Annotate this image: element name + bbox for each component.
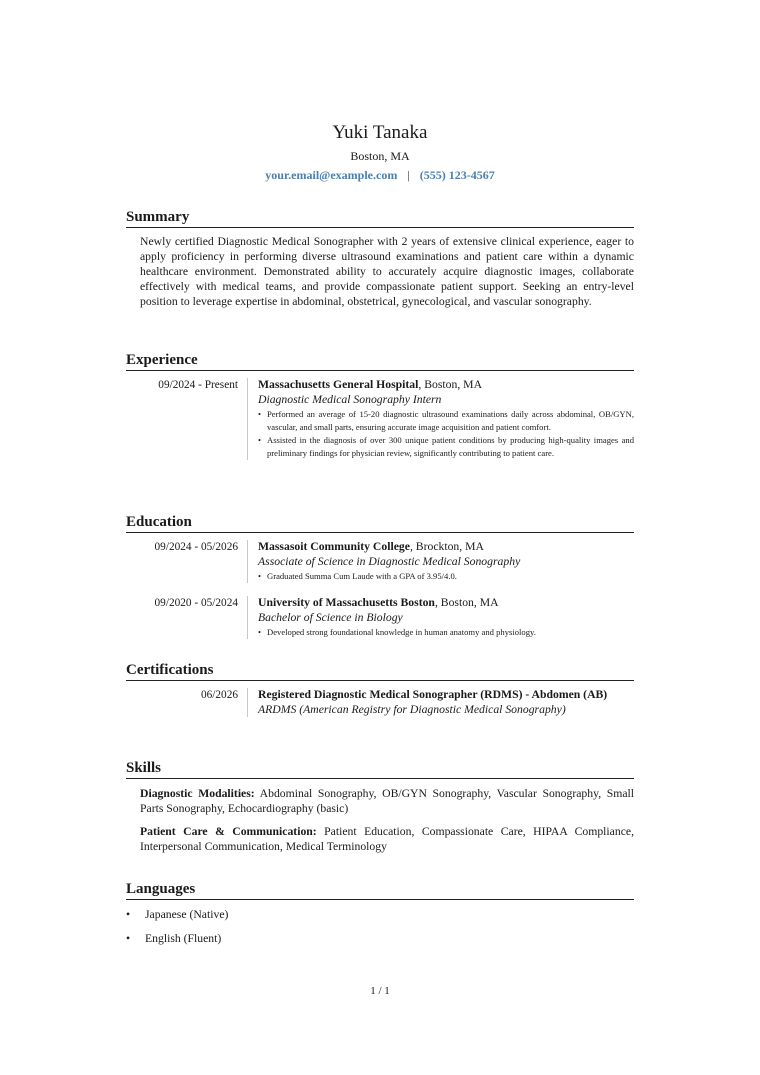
candidate-location: Boston, MA <box>350 149 410 163</box>
skill-label: Patient Care & Communication: <box>140 825 317 838</box>
list-item: • Graduated Summa Cum Laude with a GPA of 3.95/4.0. <box>258 570 634 583</box>
bullet-icon: • <box>126 908 131 921</box>
certifications-section <box>126 661 634 717</box>
entry-date: 06/2026 <box>200 689 238 701</box>
candidate-name: Yuki Tanaka <box>332 122 428 143</box>
entry-location: , Boston, MA <box>434 596 499 609</box>
languages-section <box>126 880 634 946</box>
skill-value: Abdominal Sonography, OB/GYN Sonography, Vascular Sonography, Small Parts Sonography, Echocardiography (basic) <box>140 787 634 815</box>
section-title-education: Education <box>126 513 634 533</box>
education-section <box>126 513 634 639</box>
entry-date: 09/2020 - 05/2024 <box>154 597 238 609</box>
certification-issuer: ARDMS (American Registry for Diagnostic Medical Sonography) <box>258 703 566 716</box>
entry-degree: Associate of Science in Diagnostic Medical Sonography <box>258 555 521 568</box>
entry-date: 09/2024 - Present <box>158 379 238 391</box>
certification-name: Registered Diagnostic Medical Sonographer (RDMS) - Abdomen (AB) <box>258 688 608 701</box>
section-title-languages: Languages <box>126 880 634 900</box>
skill-group <box>140 786 634 816</box>
phone-link[interactable]: (555) 123-4567 <box>419 168 495 182</box>
contact-line <box>0 168 760 182</box>
resume-header <box>0 122 760 182</box>
list-item <box>126 932 634 946</box>
skill-group <box>140 824 634 854</box>
experience-section <box>126 351 634 460</box>
certification-entry <box>126 688 634 717</box>
list-item: • Developed strong foundational knowledge in human anatomy and physiology. <box>258 626 634 639</box>
entry-location: , Boston, MA <box>418 378 483 391</box>
list-item <box>126 908 634 922</box>
skill-label: Diagnostic Modalities: <box>140 787 255 800</box>
entry-date: 09/2024 - 05/2026 <box>154 541 238 553</box>
language-label: English (Fluent) <box>145 932 222 945</box>
entry-location: , Brockton, MA <box>409 540 484 553</box>
language-label: Japanese (Native) <box>145 908 229 921</box>
summary-section <box>126 208 634 309</box>
skill-value: Patient Education, Compassionate Care, HIPAA Compliance, Interpersonal Communication, Medical Terminology <box>140 825 635 853</box>
bullet-icon: • <box>126 932 131 945</box>
education-entry <box>126 540 634 583</box>
education-entry <box>126 596 634 639</box>
entry-organization: Massachusetts General Hospital <box>258 378 419 391</box>
contact-separator: | <box>407 168 410 182</box>
section-title-summary: Summary <box>126 208 634 228</box>
experience-entry <box>126 378 634 460</box>
list-item: • Assisted in the diagnosis of over 300 unique patient conditions by producing high-quality images and preliminary findings for physician review, significantly contributing to patient care. <box>258 434 634 460</box>
entry-role: Diagnostic Medical Sonography Intern <box>258 393 442 406</box>
page-number: 1 / 1 <box>370 985 390 997</box>
summary-text: Newly certified Diagnostic Medical Sonographer with 2 years of extensive clinical experience, eager to apply proficiency in performing diverse ultrasound examinations and patient care within a dynamic healthcare environment. Demonstrated ability to accurately acquire diagnostic images, collaborate effectively with medical teams, and provide compassionate patient support. Seeking an entry-level position to leverage expertise in abdominal, obstetrical, gynecological, and vascular sonography. <box>140 235 634 308</box>
skills-section <box>126 759 634 854</box>
entry-organization: Massasoit Community College <box>258 540 410 553</box>
email-link[interactable]: your.email@example.com <box>265 168 398 182</box>
section-title-experience: Experience <box>126 351 634 371</box>
section-title-skills: Skills <box>126 759 634 779</box>
section-title-certifications: Certifications <box>126 661 634 681</box>
entry-degree: Bachelor of Science in Biology <box>258 611 403 624</box>
list-item: • Performed an average of 15-20 diagnostic ultrasound examinations daily across abdominal, OB/GYN, vascular, and small parts, ensuring accurate image acquisition and patient comfort. <box>258 408 634 434</box>
entry-organization: University of Massachusetts Boston <box>258 596 435 609</box>
